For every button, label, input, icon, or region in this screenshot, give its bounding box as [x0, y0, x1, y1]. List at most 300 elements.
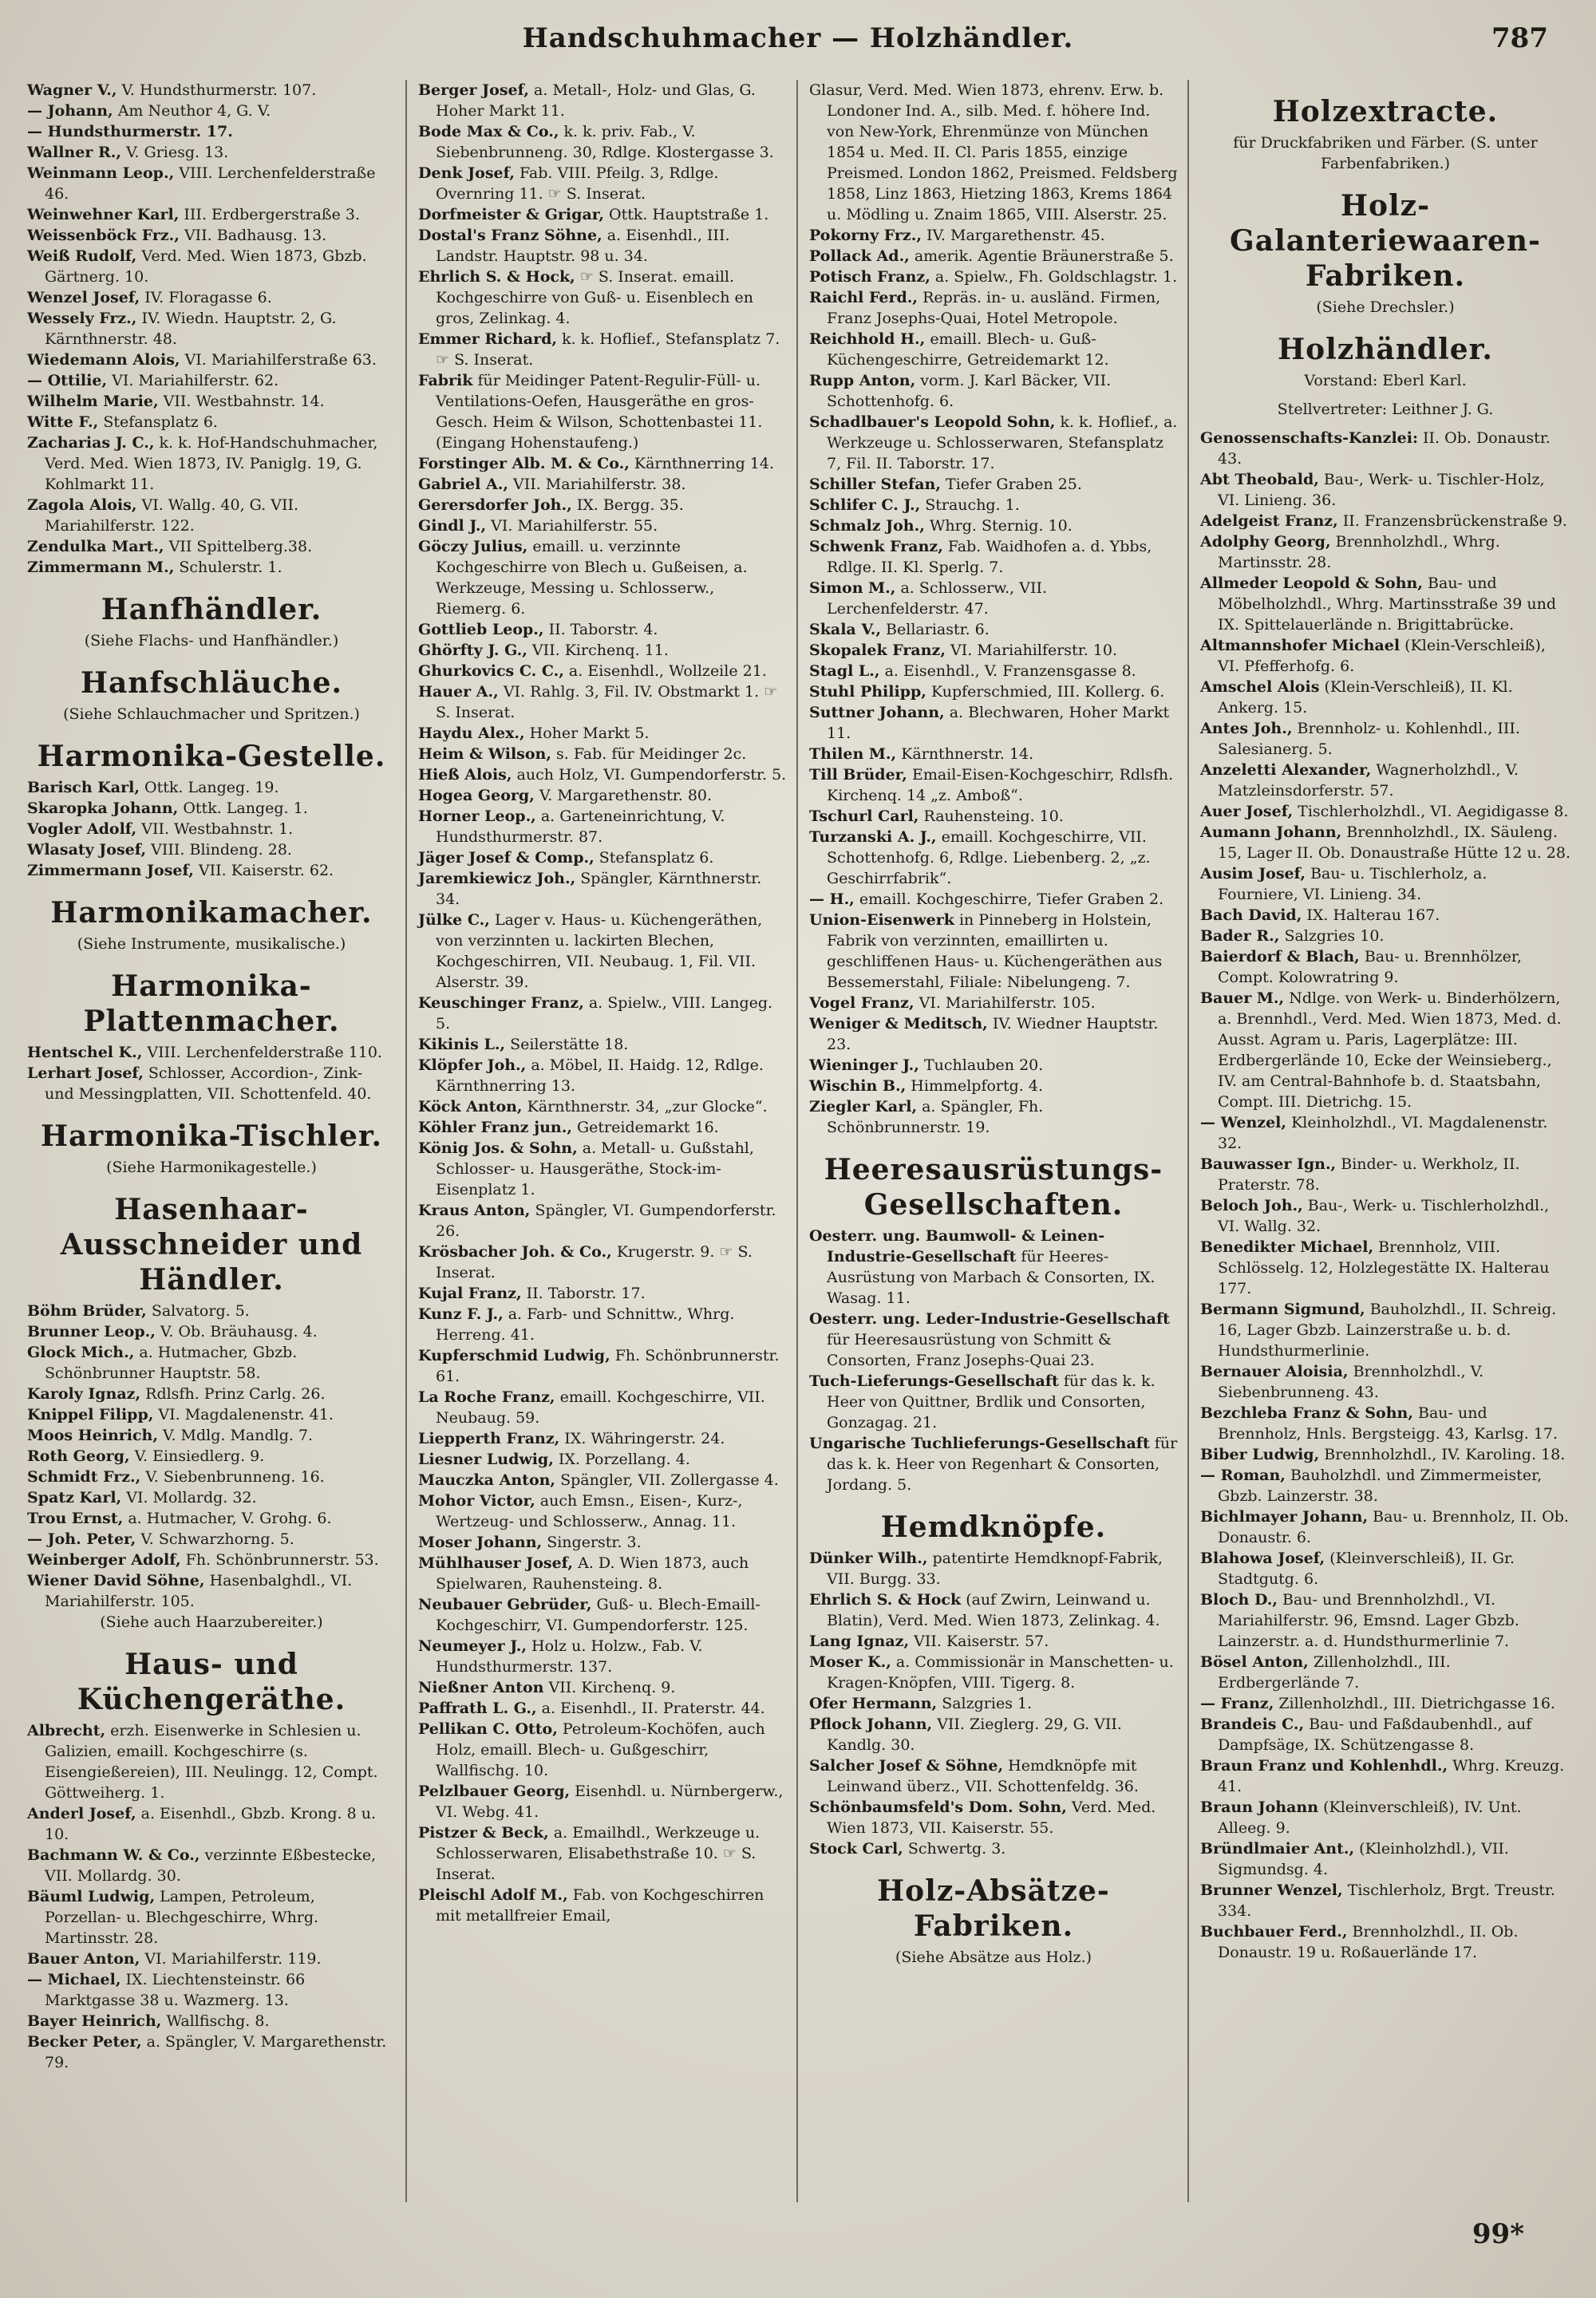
section-reference: (Siehe Instrumente, musikalische.) — [77, 935, 346, 953]
entry-name: Jäger Josef & Comp., — [418, 849, 595, 867]
directory-entry — [418, 329, 787, 370]
directory-entry — [27, 142, 396, 163]
directory-entry — [1200, 1755, 1570, 1797]
page-header — [0, 22, 1596, 62]
entry-name: Böhm Brüder, — [27, 1302, 147, 1320]
entry-details: II. Franzensbrückenstraße 9. — [1342, 512, 1567, 530]
directory-entry — [1200, 822, 1570, 863]
directory-entry — [809, 1693, 1178, 1714]
entry-name: Gabriel A., — [418, 476, 508, 493]
section-title: Harmonika-Plattenmacher. — [83, 969, 340, 1038]
entry-name: Brunner Leop., — [27, 1323, 156, 1340]
directory-entry — [809, 827, 1178, 889]
entry-details: Ndlge. von Werk- u. Binderhölzern, a. Brennhdl., Verd. Med. Wien 1873, Med. d. Ausst. Agram u. Paris, Lagerplätze: III. Erdbergerlände 10, Ecke der Weinsieberg., IV. am Central-Bahnhofe b. d. Staatsbahn, Compt. III. Dietrichg. 15. — [1218, 989, 1562, 1111]
directory-entry — [418, 619, 787, 640]
entry-details: für das k. k. Heer von Quittner, Brdlik und Consorten, Gonzagag. 21. — [827, 1372, 1156, 1431]
entry-name: Thilen M., — [809, 745, 897, 763]
directory-entry — [1200, 760, 1570, 801]
entry-name: Wischin B., — [809, 1077, 907, 1095]
entry-name: Bichlmayer Johann, — [1200, 1508, 1369, 1526]
directory-entry — [1200, 946, 1570, 988]
entry-details: a. Hutmacher, V. Grohg. 6. — [128, 1510, 332, 1527]
entry-name: Bezchleba Franz & Sohn, — [1200, 1404, 1413, 1422]
entry-details: Glasur, Verd. Med. Wien 1873, ehrenv. Erw. b. Londoner Ind. A., silb. Med. f. höhere Ind. von New-York, Ehrenmünze von München 1854 u. Med. II. Cl. Paris 1855, einzige Preismed. London 1862, Preismed. Feldsberg 1858, Linz 1863, Hietzing 1863, Krems 1864 u. Mödling u. Znaim 1865, VIII. Alserstr. 25. — [809, 81, 1178, 223]
directory-entry — [418, 1387, 787, 1428]
directory-entry — [418, 80, 787, 121]
entry-details: VI. Rahlg. 3, Fil. IV. Obstmarkt 1. ☞ S. Inserat. — [436, 683, 778, 721]
directory-entry — [418, 1055, 787, 1096]
entry-details: Rauhensteing. 10. — [923, 807, 1064, 825]
entry-name: Biber Ludwig, — [1200, 1446, 1320, 1463]
entry-name: Hieß Alois, — [418, 766, 512, 784]
entry-name: Schmalz Joh., — [809, 517, 925, 535]
running-head: Handschuhmacher — Holzhändler. — [522, 22, 1074, 54]
entry-details: a. Spängler, Fh. Schönbrunnerstr. 19. — [827, 1098, 1044, 1136]
directory-entry — [27, 432, 396, 495]
entry-details: a. Eisenhdl., II. Praterstr. 44. — [541, 1700, 765, 1717]
directory-entry — [1200, 1112, 1570, 1154]
directory-entry — [27, 287, 396, 308]
entry-name: Paffrath L. G., — [418, 1700, 537, 1717]
entry-details: Schwertg. 3. — [907, 1840, 1006, 1858]
entry-name: Antes Joh., — [1200, 720, 1293, 737]
directory-entry — [1200, 988, 1570, 1112]
entry-details: Brennholz, VIII. Schlösselg. 12, Holzlegestätte IX. Halterau 177. — [1218, 1238, 1550, 1297]
directory-entry — [27, 121, 396, 142]
entry-name: Heim & Wilson, — [418, 745, 551, 763]
entry-details: Ottk. Langeg. 1. — [183, 800, 308, 817]
entry-name: Dostal's Franz Söhne, — [418, 227, 602, 244]
entry-details: Repräs. in- u. ausländ. Firmen, Franz Josephs-Quai, Hotel Metropole. — [827, 289, 1161, 327]
directory-entry — [418, 1470, 787, 1491]
entry-details: emaill. Kochgeschirre, VII. Schottenhofg. 6, Rdlge. Liebenberg. 2, „z. Geschirrfabrik“. — [827, 828, 1151, 887]
entry-details: a. Möbel, II. Haidg. 12, Rdlge. Kärnthnerring 13. — [436, 1056, 764, 1095]
entry-details: Hoher Markt 5. — [529, 725, 650, 742]
entry-name: Bloch D., — [1200, 1591, 1278, 1609]
directory-entry — [27, 1969, 396, 2011]
entry-details: VII. Kaiserstr. 57. — [914, 1633, 1049, 1650]
entry-details: VI. Mariahilferstr. 119. — [144, 1950, 322, 1968]
entry-details: Brennholz- u. Kohlenhdl., III. Salesianerg. 5. — [1218, 720, 1520, 758]
entry-name: Krösbacher Joh. & Co., — [418, 1243, 612, 1261]
entry-name: Adolphy Georg, — [1200, 533, 1331, 551]
directory-entry — [1200, 1880, 1570, 1921]
entry-details: IX. Liechtensteinstr. 66 Marktgasse 38 u. Wazmerg. 13. — [45, 1971, 306, 2009]
entry-name: Liepperth Franz, — [418, 1430, 560, 1447]
section-reference: für Druckfabriken und Färber. (S. unter Farbenfabriken.) — [1233, 134, 1538, 172]
directory-entry — [1200, 1237, 1570, 1299]
section-title: Holzextracte. — [1272, 95, 1499, 128]
directory-entry — [809, 702, 1178, 744]
entry-details: Zillenholzhdl., III. Dietrichgasse 16. — [1278, 1695, 1555, 1712]
directory-entry — [809, 889, 1178, 910]
entry-name: Emmer Richard, — [418, 330, 558, 348]
section-reference: (Siehe auch Haarzubereiter.) — [100, 1613, 323, 1631]
entry-details: IX. Porzellang. 4. — [558, 1451, 690, 1468]
entry-name: Nießner Anton — [418, 1679, 544, 1696]
entry-name: Tschurl Carl, — [809, 807, 919, 825]
directory-entry — [27, 1508, 396, 1529]
directory-entry — [1200, 905, 1570, 926]
entry-details: VII. Kaiserstr. 62. — [198, 862, 334, 879]
entry-name: Suttner Johann, — [809, 704, 945, 721]
entry-details: IX. Halterau 167. — [1306, 906, 1440, 924]
column-1 — [16, 80, 407, 2202]
directory-entry — [809, 640, 1178, 661]
directory-entry — [1200, 531, 1570, 573]
directory-entry — [418, 121, 787, 163]
section-reference: Stellvertreter: Leithner J. G. — [1277, 401, 1494, 418]
directory-entry — [809, 1226, 1178, 1309]
directory-entry — [809, 515, 1178, 536]
entry-details: Kärnthnerring 14. — [634, 455, 774, 472]
entry-name: Simon M., — [809, 579, 896, 597]
section-reference: (Siehe Drechsler.) — [1316, 298, 1455, 316]
entry-name: Allmeder Leopold & Sohn, — [1200, 574, 1423, 592]
directory-entry — [27, 1845, 396, 1886]
directory-entry — [27, 1063, 396, 1104]
entry-details: a. Farb- und Schnittw., Whrg. Herreng. 41. — [436, 1305, 735, 1344]
entry-name: — Franz, — [1200, 1695, 1274, 1712]
entry-details: VII. Kirchenq. 9. — [548, 1679, 676, 1696]
directory-entry — [418, 1594, 787, 1636]
entry-name: Bründlmaier Ant., — [1200, 1840, 1355, 1858]
entry-details: Verd. Med. Wien 1873, Gbzb. Gärtnerg. 10. — [45, 247, 367, 286]
entry-details: Zillenholzhdl., III. Erdbergerlände 7. — [1218, 1653, 1451, 1692]
section-reference: (Siehe Flachs- und Hanfhändler.) — [84, 632, 339, 650]
entry-details: VII. Zieglerg. 29, G. VII. Kandlg. 30. — [827, 1716, 1122, 1754]
directory-entry — [1200, 1797, 1570, 1838]
directory-entry — [418, 744, 787, 764]
entry-name: Zimmermann Josef, — [27, 862, 194, 879]
entry-name: Berger Josef, — [418, 81, 529, 99]
entry-name: Moos Heinrich, — [27, 1427, 158, 1444]
entry-name: — Ottilie, — [27, 372, 108, 389]
entry-details: Tiefer Graben 25. — [946, 476, 1082, 493]
directory-entry — [27, 798, 396, 819]
directory-entry — [809, 1631, 1178, 1652]
entry-details: V. Hundsthurmerstr. 107. — [121, 81, 317, 99]
directory-entry — [809, 1548, 1178, 1589]
directory-entry — [1200, 1195, 1570, 1237]
entry-name: Weinwehner Karl, — [27, 206, 180, 223]
entry-name: Gottlieb Leop., — [418, 621, 544, 638]
entry-name: Trou Ernst, — [27, 1510, 124, 1527]
entry-name: Weissenböck Frz., — [27, 227, 180, 244]
entry-details: (Klein-Verschleiß), II. Kl. Ankerg. 15. — [1218, 678, 1513, 717]
directory-entry — [27, 1886, 396, 1949]
directory-entry — [809, 661, 1178, 681]
entry-details: Bauholzhdl., II. Schreig. 16, Lager Gbzb. Lainzerstraße u. b. d. Hundsthurmerlinie. — [1218, 1301, 1557, 1360]
entry-name: Stagl L., — [809, 662, 880, 680]
entry-name: Bauwasser Ign., — [1200, 1155, 1337, 1173]
directory-entry — [809, 993, 1178, 1013]
entry-name: Köhler Franz jun., — [418, 1119, 572, 1136]
entry-details: Bau- u. Tischlerholz, a. Fourniere, VI. Linieng. 34. — [1218, 865, 1487, 903]
directory-entry — [418, 1636, 787, 1677]
entry-details: VIII. Lerchenfelderstraße 46. — [45, 164, 376, 203]
directory-entry — [418, 1532, 787, 1553]
entry-name: Bauer Anton, — [27, 1950, 140, 1968]
entry-details: V. Einsiedlerg. 9. — [134, 1447, 265, 1465]
entry-details: VIII. Blindeng. 28. — [151, 841, 292, 859]
directory-entry — [27, 412, 396, 432]
entry-details: Rdlsfh. Prinz Carlg. 26. — [145, 1385, 326, 1403]
entry-details: Bau- und Möbelholzhdl., Whrg. Martinsstraße 39 und IX. Spittelauerlände n. Brigittabrücke. — [1218, 574, 1557, 634]
entry-details: patentirte Hemdknopf-Fabrik, VII. Burgg. 33. — [827, 1550, 1163, 1588]
entry-name: Potisch Franz, — [809, 268, 930, 286]
directory-entry — [1200, 1465, 1570, 1506]
directory-entry — [27, 1301, 396, 1321]
entry-details: Holz u. Holzw., Fab. V. Hundsthurmerstr. 137. — [436, 1637, 703, 1676]
entry-name: Roth Georg, — [27, 1447, 130, 1465]
entry-name: Abt Theobald, — [1200, 471, 1319, 488]
directory-entry — [27, 349, 396, 370]
entry-details: vorm. J. Karl Bäcker, VII. Schottenhofg. 6. — [827, 372, 1112, 410]
entry-name: Stock Carl, — [809, 1840, 903, 1858]
entry-details: auch Emsn., Eisen-, Kurz-, Wertzeug- und Schlosserw., Annag. 11. — [436, 1492, 743, 1530]
entry-details: für Heeres-Ausrüstung von Marbach & Consorten, IX. Wasag. 11. — [827, 1248, 1156, 1307]
entry-name: Pokorny Frz., — [809, 227, 922, 244]
entry-details: V. Margarethenstr. 80. — [539, 787, 713, 804]
directory-entry — [809, 1096, 1178, 1138]
directory-entry — [418, 536, 787, 619]
entry-name: Weiß Rudolf, — [27, 247, 137, 265]
entry-details: Brennholzhdl., V. Siebenbrunneng. 43. — [1218, 1363, 1484, 1401]
entry-name: Karoly Ignaz, — [27, 1385, 141, 1403]
entry-details: Petroleum-Kochöfen, auch Holz, emaill. Blech- u. Gußgeschirr, Wallfischg. 10. — [436, 1720, 765, 1779]
entry-name: — Wenzel, — [1200, 1114, 1287, 1131]
entry-name: Genossenschafts-Kanzlei: — [1200, 429, 1418, 447]
entry-name: Vogel Franz, — [809, 994, 915, 1012]
entry-details: VI. Wallg. 40, G. VII. Mariahilferstr. 122. — [45, 496, 299, 535]
directory-entry — [809, 1371, 1178, 1433]
entry-details: VII Spittelberg.38. — [168, 538, 313, 555]
entry-name: Wallner R., — [27, 144, 121, 161]
entry-details: Spängler, VII. Zollergasse 4. — [560, 1471, 779, 1489]
entry-details: Bau- und Faßdaubenhdl., auf Dampfsäge, IX. Schützengasse 8. — [1218, 1716, 1532, 1754]
entry-details: Am Neuthor 4, G. V. — [117, 102, 271, 120]
entry-name: Ehrlich S. & Hock — [809, 1591, 962, 1609]
directory-entry — [1200, 1299, 1570, 1361]
directory-entry — [809, 536, 1178, 578]
entry-details: V. Mdlg. Mandlg. 7. — [163, 1427, 314, 1444]
entry-details: VI. Mollardg. 32. — [126, 1489, 257, 1506]
directory-entry — [809, 1309, 1178, 1371]
entry-name: Mauczka Anton, — [418, 1471, 556, 1489]
entry-details: Strauchg. 1. — [925, 496, 1020, 514]
section-title: Haus- und Küchengeräthe. — [77, 1648, 346, 1716]
entry-details: II. Taborstr. 17. — [526, 1285, 646, 1302]
directory-entry — [27, 1446, 396, 1467]
entry-name: Moser Johann, — [418, 1534, 543, 1551]
entry-details: Himmelpfortg. 4. — [911, 1077, 1044, 1095]
entry-name: Schönbaumsfeld's Dom. Sohn, — [809, 1799, 1067, 1816]
entry-name: Brandeis C., — [1200, 1716, 1305, 1733]
entry-name: Weinberger Adolf, — [27, 1551, 181, 1569]
entry-details: VII. Badhausg. 13. — [184, 227, 327, 244]
entry-name: Pleischl Adolf M., — [418, 1886, 568, 1904]
directory-entry — [418, 1242, 787, 1283]
entry-details: Hasenbalghdl., VI. Mariahilferstr. 105. — [45, 1572, 353, 1610]
directory-entry — [418, 1428, 787, 1449]
entry-details: Bellariastr. 6. — [886, 621, 990, 638]
entry-details: Spängler, VI. Gumpendorferstr. 26. — [436, 1202, 776, 1240]
directory-entry — [27, 1487, 396, 1508]
entry-name: Forstinger Alb. M. & Co., — [418, 455, 630, 472]
directory-entry — [809, 1076, 1178, 1096]
entry-details: IV. Wiedn. Hauptstr. 2, G. Kärnthnerstr. 48. — [45, 310, 337, 348]
entry-details: a. Spielw., VIII. Langeg. 5. — [436, 994, 773, 1033]
entry-details: Salzgries 1. — [942, 1695, 1033, 1712]
entry-details: für das k. k. Heer von Regenhart & Consorten, Jordang. 5. — [827, 1435, 1178, 1494]
entry-details: a. Blechwaren, Hoher Markt 11. — [827, 704, 1170, 742]
directory-entry — [27, 1720, 396, 1803]
entry-details: II. Taborstr. 4. — [548, 621, 658, 638]
entry-name: Vogler Adolf, — [27, 820, 137, 838]
section-title: Heeresausrüstungs-Gesellschaften. — [824, 1153, 1163, 1222]
entry-name: Aumann Johann, — [1200, 823, 1342, 841]
directory-entry — [418, 868, 787, 910]
entry-details: IV. Wiedner Hauptstr. 23. — [827, 1015, 1159, 1053]
entry-name: La Roche Franz, — [418, 1388, 555, 1406]
entry-details: Bau- u. Brennholz, II. Ob. Donaustr. 6. — [1218, 1508, 1569, 1546]
entry-name: Göczy Julius, — [418, 538, 528, 555]
directory-entry — [418, 1885, 787, 1926]
directory-entry — [809, 910, 1178, 993]
entry-details: Stefansplatz 6. — [598, 849, 714, 867]
entry-details: Getreidemarkt 16. — [577, 1119, 719, 1136]
directory-entry — [809, 370, 1178, 412]
entry-details: VII. Westbahnstr. 1. — [141, 820, 294, 838]
directory-entry — [27, 1570, 396, 1612]
entry-details: Tuchlauben 20. — [923, 1056, 1044, 1074]
directory-entry — [27, 246, 396, 287]
directory-entry — [418, 1822, 787, 1885]
entry-details: emaill. Blech- u. Guß-Küchengeschirre, Getreidemarkt 12. — [827, 330, 1109, 369]
entry-details: k. k. priv. Fab., V. Siebenbrunneng. 30, Rdlge. Klostergasse 3. — [436, 123, 774, 161]
entry-name: Glock Mich., — [27, 1344, 135, 1361]
directory-entry — [27, 777, 396, 798]
entry-details: Kleinholzhdl., VI. Magdalenenstr. 32. — [1218, 1114, 1548, 1152]
entry-details: Salvatorg. 5. — [151, 1302, 250, 1320]
directory-entry — [809, 287, 1178, 329]
entry-name: Pollack Ad., — [809, 247, 910, 265]
entry-details: Wagnerholzhdl., V. Matzleinsdorferstr. 57. — [1218, 761, 1519, 800]
entry-details: VI. Mariahilferstr. 105. — [918, 994, 1096, 1012]
entry-name: Dorfmeister & Grigar, — [418, 206, 604, 223]
directory-entry — [418, 1200, 787, 1242]
entry-name: Bäuml Ludwig, — [27, 1888, 156, 1905]
directory-entry — [418, 1117, 787, 1138]
entry-name: Schadlbauer's Leopold Sohn, — [809, 413, 1056, 431]
entry-name: Blahowa Josef, — [1200, 1550, 1325, 1567]
entry-name: Skaropka Johann, — [27, 800, 179, 817]
entry-name: Union-Eisenwerk — [809, 911, 954, 929]
directory-entry — [27, 1042, 396, 1063]
entry-details: VI. Mariahilferstr. 10. — [950, 642, 1117, 659]
entry-name: Moser K., — [809, 1653, 891, 1671]
entry-name: Wiener David Söhne, — [27, 1572, 205, 1589]
entry-name: Albrecht, — [27, 1722, 106, 1739]
entry-details: verzinnte Eßbestecke, VII. Mollardg. 30. — [45, 1846, 377, 1885]
entry-details: k. k. Hof-Handschuhmacher, Verd. Med. Wien 1873, IV. Paniglg. 19, G. Kohlmarkt 11. — [45, 434, 378, 493]
entry-details: VI. Mariahilferstraße 63. — [184, 351, 377, 369]
entry-name: Adelgeist Franz, — [1200, 512, 1338, 530]
entry-details: Kärnthnerstr. 14. — [901, 745, 1034, 763]
entry-details: a. Schlosserw., VII. Lerchenfelderstr. 47. — [827, 579, 1047, 618]
directory-entry — [809, 495, 1178, 515]
entry-name: Bader R., — [1200, 927, 1280, 945]
entry-name: Gindl J., — [418, 517, 487, 535]
directory-entry — [418, 1491, 787, 1532]
entry-details: emaill. u. verzinnte Kochgeschirre von Blech u. Gußeisen, a. Werkzeuge, Messing u. Schlosserw., Riemerg. 6. — [436, 538, 748, 618]
entry-details: III. Erdbergerstraße 3. — [184, 206, 361, 223]
directory-entry — [809, 1013, 1178, 1055]
entry-details: für Meidinger Patent-Regulir-Füll- u. Ventilations-Oefen, Hausgeräthe en gros-Gesch. Heim & Wilson, Schottenbastei 11. (Eingang Hohenstaufeng.) — [436, 372, 763, 452]
column-4 — [1189, 80, 1580, 2202]
signature-mark: 99* — [1472, 2218, 1524, 2250]
entry-details: Fab. Waidhofen a. d. Ybbs, Rdlge. II. Kl. Sperlg. 7. — [827, 538, 1152, 576]
directory-entry — [1200, 1154, 1570, 1195]
entry-name: Wagner V., — [27, 81, 117, 99]
directory-entry — [27, 1425, 396, 1446]
directory-entry — [809, 681, 1178, 702]
directory-entry — [1200, 677, 1570, 718]
entry-details: Ottk. Langeg. 19. — [144, 779, 279, 796]
entry-name: Salcher Josef & Söhne, — [809, 1757, 1004, 1775]
entry-name: Bermann Sigmund, — [1200, 1301, 1365, 1318]
directory-entry — [27, 1342, 396, 1384]
entry-name: Denk Josef, — [418, 164, 515, 182]
directory-entry — [1200, 635, 1570, 677]
entry-details: (Kleinholzhdl.), VII. Sigmundsg. 4. — [1218, 1840, 1509, 1878]
directory-entry — [1200, 511, 1570, 531]
entry-name: Oesterr. ung. Leder-Industrie-Gesellschaft — [809, 1310, 1170, 1328]
entry-name: Auer Josef, — [1200, 803, 1294, 820]
entry-details: Spängler, Kärnthnerstr. 34. — [436, 870, 762, 908]
directory-entry — [809, 1714, 1178, 1755]
entry-name: Horner Leop., — [418, 807, 536, 825]
entry-details: Verd. Med. Wien 1873, VII. Kaiserstr. 55. — [827, 1799, 1156, 1837]
directory-entry — [418, 640, 787, 661]
entry-name: Schmidt Frz., — [27, 1468, 141, 1486]
entry-details: Brennholzhdl., II. Ob. Donaustr. 19 u. Roßauerlände 17. — [1218, 1923, 1519, 1961]
section-reference: (Siehe Harmonikagestelle.) — [106, 1159, 317, 1176]
entry-name: Köck Anton, — [418, 1098, 523, 1115]
entry-name: Zacharias J. C., — [27, 434, 155, 452]
directory-entry — [27, 1321, 396, 1342]
entry-name: Bachmann W. & Co., — [27, 1846, 200, 1864]
directory-entry — [418, 1283, 787, 1304]
entry-name: Mohor Victor, — [418, 1492, 535, 1510]
entry-name: Braun Franz und Kohlenhdl., — [1200, 1757, 1448, 1775]
entry-name: Bauer M., — [1200, 989, 1285, 1007]
entry-name: König Jos. & Sohn, — [418, 1139, 578, 1157]
entry-name: Pflock Johann, — [809, 1716, 933, 1733]
directory-entry — [418, 1345, 787, 1387]
entry-name: Liesner Ludwig, — [418, 1451, 554, 1468]
entry-details: Fh. Schönbrunnerstr. 61. — [436, 1347, 780, 1385]
entry-name: Kunz F. J., — [418, 1305, 504, 1323]
entry-details: s. Fab. für Meidinger 2c. — [556, 745, 747, 763]
entry-details: Brennholzhdl., IX. Säuleng. 15, Lager II. Ob. Donaustraße Hütte 12 u. 28. — [1218, 823, 1570, 862]
entry-name: Knippel Filipp, — [27, 1406, 154, 1423]
entry-details: k. k. Hoflief., a. Werkzeuge u. Schlosserwaren, Stefansplatz 7, Fil. II. Taborstr. 17. — [827, 413, 1178, 472]
directory-entry — [809, 764, 1178, 806]
directory-entry — [27, 80, 396, 101]
directory-entry — [418, 1138, 787, 1200]
